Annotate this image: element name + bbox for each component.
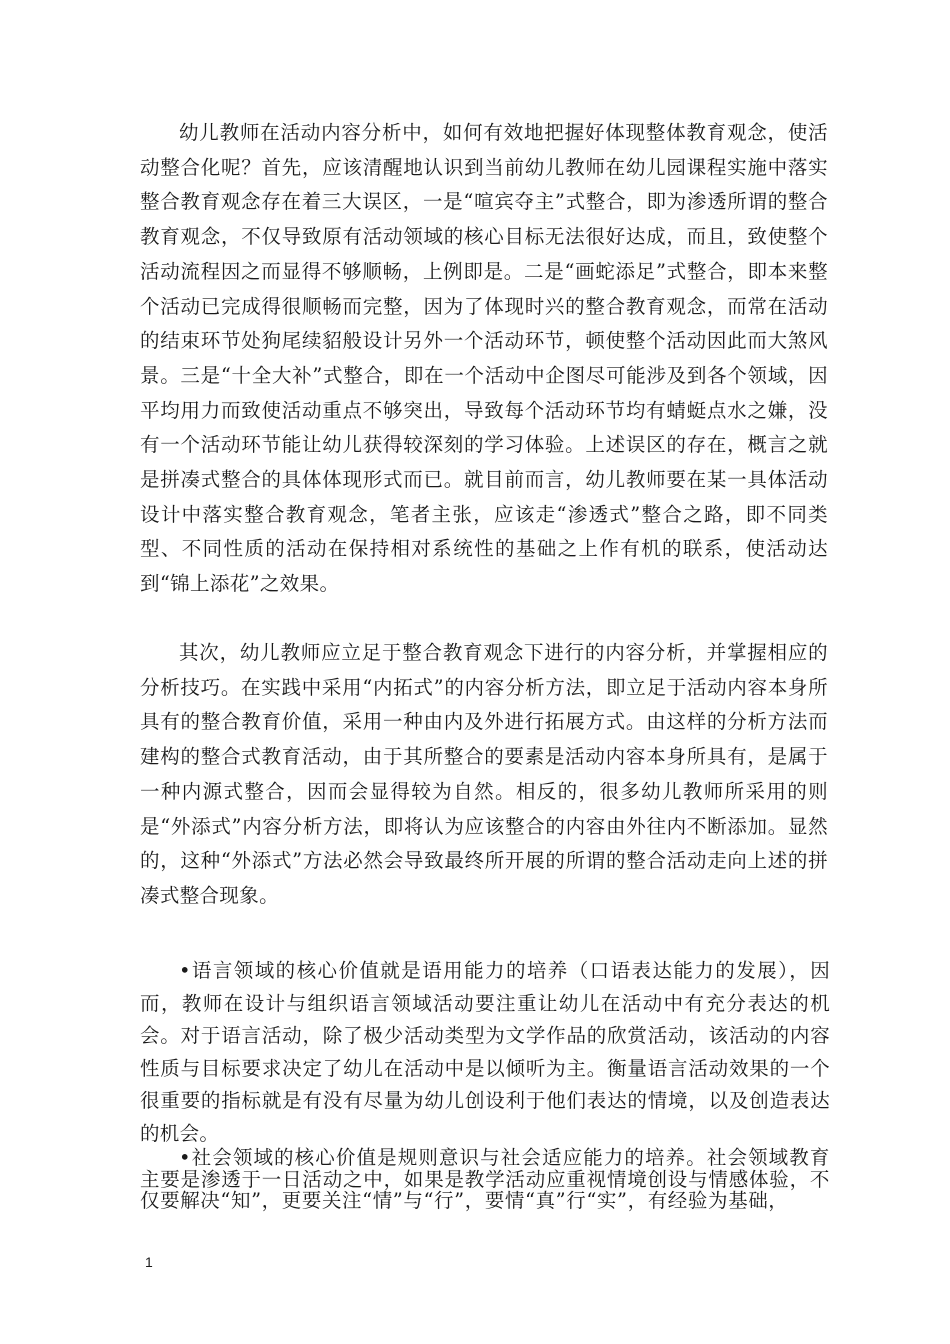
paragraph-integration-misconceptions: 幼儿教师在活动内容分析中，如何有效地把握好体现整体教育观念，使活动整合化呢？首先，应该清醒地认识到当前幼儿教师在幼儿园课程实施中落实整合教育观念存在着三大误区，一是“喧宾夺主”式整合，即为渗透所谓的整合教育观念，不仅导致原有活动领域的核心目标无法很好达成，而且，致使整个活动流程因之而显得不够顺畅，上例即是。二是“画蛇添足”式整合，即本来整个活动已完成得很顺畅而完整，因为了体现时兴的整合教育观念，而常在活动的结束环节处狗尾续貂般设计另外一个活动环节，顿使整个活动因此而大煞风景。三是“十全大补”式整合，即在一个活动中企图尽可能涉及到各个领域，因平均用力而致使活动重点不够突出，导致每个活动环节均有蜻蜓点水之嫌，没有一个活动环节能让幼儿获得较深刻的学习体验。上述误区的存在，概言之就是拼凑式整合的具体体现形式而已。就目前而言，幼儿教师要在某一具体活动设计中落实整合教育观念，笔者主张，应该走“渗透式”整合之路，即不同类型、不同性质的活动在保持相对系统性的基础之上作有机的联系，使活动达到“锦上添花”之效果。: [140, 121, 828, 596]
paragraph-content-analysis: 其次，幼儿教师应立足于整合教育观念下进行的内容分析，并掌握相应的分析技巧。在实践中采用“内拓式”的内容分析方法，即立足于活动内容本身所具有的整合教育价值，采用一种由内及外进行拓展方式。由这样的分析方法而建构的整合式教育活动，由于其所整合的要素是活动内容本身所具有，是属于一种内源式整合，因而会显得较为自然。相反的，很多幼儿教师所采用的则是“外添式”内容分析方法，即将认为应该整合的内容由外往内不断添加。显然的，这种“外添式”方法必然会导致最终所开展的所谓的整合活动走向上述的拼凑式整合现象。: [140, 641, 828, 907]
page-number: 1: [145, 1254, 153, 1270]
bullet-language-domain: •语言领域的核心价值就是语用能力的培养（口语表达能力的发展），因而，教师在设计与组织语言领域活动要注重让幼儿在活动中有充分表达的机会。对于语言活动，除了极少活动类型为文学作品的欣赏活动，该活动的内容性质与目标要求决定了幼儿在活动中是以倾听为主。衡量语言活动效果的一个很重要的指标就是有没有尽量为幼儿创设利于他们表达的情境，以及创造表达的机会。: [140, 959, 830, 1145]
bullet-social-domain: •社会领域的核心价值是规则意识与社会适应能力的培养。社会领域教育主要是渗透于一日活动之中，如果是教学活动应重视情境创设与情感体验，不仅要解决“知”，更要关注“情”与“行”，要情“真”行“实”，有经验为基础，: [140, 1146, 830, 1212]
